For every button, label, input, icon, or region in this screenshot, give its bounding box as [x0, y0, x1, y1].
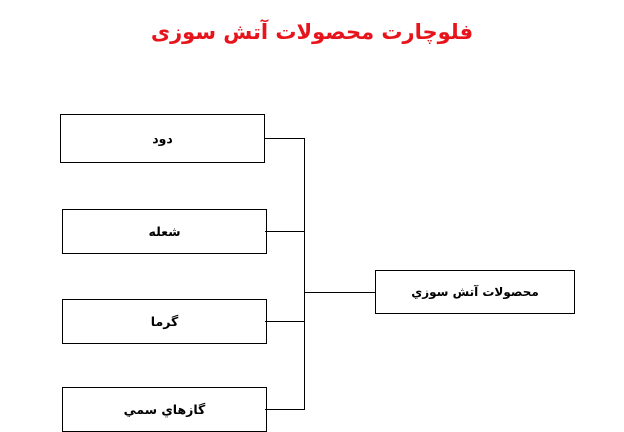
- flowchart-node-flame[interactable]: [62, 209, 267, 254]
- flowchart-node-toxic-gases[interactable]: [62, 387, 267, 432]
- node-label: گازهاي سمي: [123, 402, 206, 417]
- connector-smoke: [265, 138, 305, 139]
- node-label: شعله: [148, 224, 181, 239]
- connector-vertical-bus: [304, 138, 305, 410]
- flowchart-node-heat[interactable]: [62, 299, 267, 344]
- connector-root-trunk: [304, 292, 375, 293]
- connector-toxic-gases: [265, 409, 305, 410]
- flowchart-node-smoke[interactable]: [60, 114, 265, 163]
- flowchart-node-root[interactable]: [375, 270, 575, 314]
- node-label: دود: [152, 131, 173, 146]
- node-label: گرما: [150, 314, 179, 329]
- node-label: محصولات آتش سوزي: [411, 285, 539, 299]
- page-title: فلوچارت محصولات آتش سوزی: [150, 20, 474, 44]
- connector-heat: [265, 321, 305, 322]
- connector-flame: [265, 231, 305, 232]
